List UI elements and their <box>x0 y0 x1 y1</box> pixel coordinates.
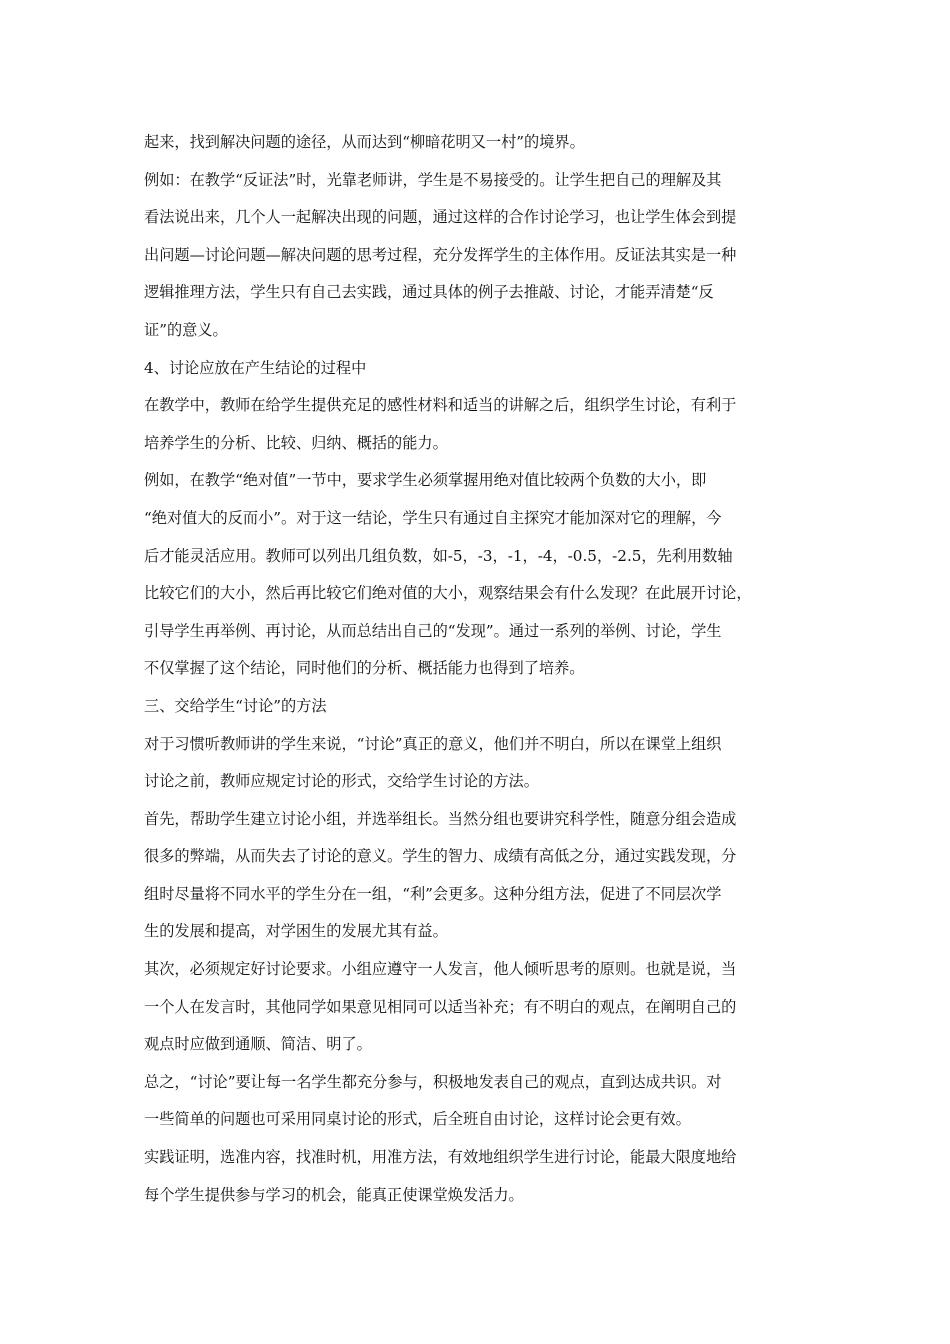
text-line: 引导学生再举例、再讨论，从而总结出自己的“发现”。通过一系列的举例、讨论，学生 <box>144 621 722 640</box>
text-line: 很多的弊端，从而失去了讨论的意义。学生的智力、成绩有高低之分，通过实践发现，分 <box>144 847 737 866</box>
section-heading: 三、交给学生“讨论”的方法 <box>144 696 327 715</box>
text-line: 出问题—讨论问题—解决问题的思考过程，充分发挥学生的主体作用。反证法其实是一种 <box>144 245 737 264</box>
text-line: 一些简单的问题也可采用同桌讨论的形式，后全班自由讨论，这样讨论会更有效。 <box>144 1110 691 1129</box>
text-line: 起来，找到解决问题的途径，从而达到“柳暗花明又一村”的境界。 <box>144 133 585 151</box>
text-line: 每个学生提供参与学习的机会，能真正使课堂焕发活力。 <box>144 1185 524 1204</box>
text-line: 后才能灵活应用。教师可以列出几组负数，如-5，-3，-1，-4，-0.5，-2.5，先利用数轴 <box>144 546 733 565</box>
text-line: 培养学生的分析、比较、归纳、概括的能力。 <box>144 433 448 452</box>
text-line: 比较它们的大小，然后再比较它们绝对值的大小，观察结果会有什么发现？在此展开讨论， <box>144 584 752 603</box>
text-line: 观点时应做到通顺、简洁、明了。 <box>144 1035 372 1054</box>
text-line: “绝对值大的反而小”。对于这一结论，学生只有通过自主探究才能加深对它的理解，今 <box>144 508 722 527</box>
text-line: 讨论之前，教师应规定讨论的形式，交给学生讨论的方法。 <box>144 772 539 791</box>
text-line: 例如，在教学“绝对值”一节中，要求学生必须掌握用绝对值比较两个负数的大小，即 <box>144 471 707 490</box>
text-line: 实践证明，选准内容，找准时机，用准方法，有效地组织学生进行讨论，能最大限度地给 <box>144 1148 737 1167</box>
text-line: 总之，“讨论”要让每一名学生都充分参与，积极地发表自己的观点，直到达成共识。对 <box>144 1072 722 1091</box>
text-line: 组时尽量将不同水平的学生分在一组，“利”会更多。这种分组方法，促进了不同层次学 <box>144 884 722 903</box>
text-line: 生的发展和提高，对学困生的发展尤其有益。 <box>144 922 448 941</box>
text-line: 在教学中，教师在给学生提供充足的感性材料和适当的讲解之后，组织学生讨论，有利于 <box>144 396 737 415</box>
text-line: 不仅掌握了这个结论，同时他们的分析、概括能力也得到了培养。 <box>144 659 585 678</box>
text-line: 证”的意义。 <box>144 320 228 339</box>
text-line: 首先，帮助学生建立讨论小组，并选举组长。当然分组也要讲究科学性，随意分组会造成 <box>144 809 737 828</box>
text-line: 对于习惯听教师讲的学生来说，“讨论”真正的意义，他们并不明白，所以在课堂上组织 <box>144 734 722 753</box>
text-line: 一个人在发言时，其他同学如果意见相同可以适当补充；有不明白的观点，在阐明自己的 <box>144 997 737 1016</box>
text-line: 例如：在教学“反证法”时，光靠老师讲，学生是不易接受的。让学生把自己的理解及其 <box>144 170 722 189</box>
document-body <box>144 124 814 1214</box>
text-line: 逻辑推理方法，学生只有自己去实践，通过具体的例子去推敲、讨论，才能弄清楚“反 <box>144 283 714 302</box>
text-line: 其次，必须规定好讨论要求。小组应遵守一人发言，他人倾听思考的原则。也就是说，当 <box>144 960 737 979</box>
text-line: 看法说出来，几个人一起解决出现的问题，通过这样的合作讨论学习，也让学生体会到提 <box>144 208 737 227</box>
section-heading: 4、讨论应放在产生结论的过程中 <box>144 358 367 377</box>
